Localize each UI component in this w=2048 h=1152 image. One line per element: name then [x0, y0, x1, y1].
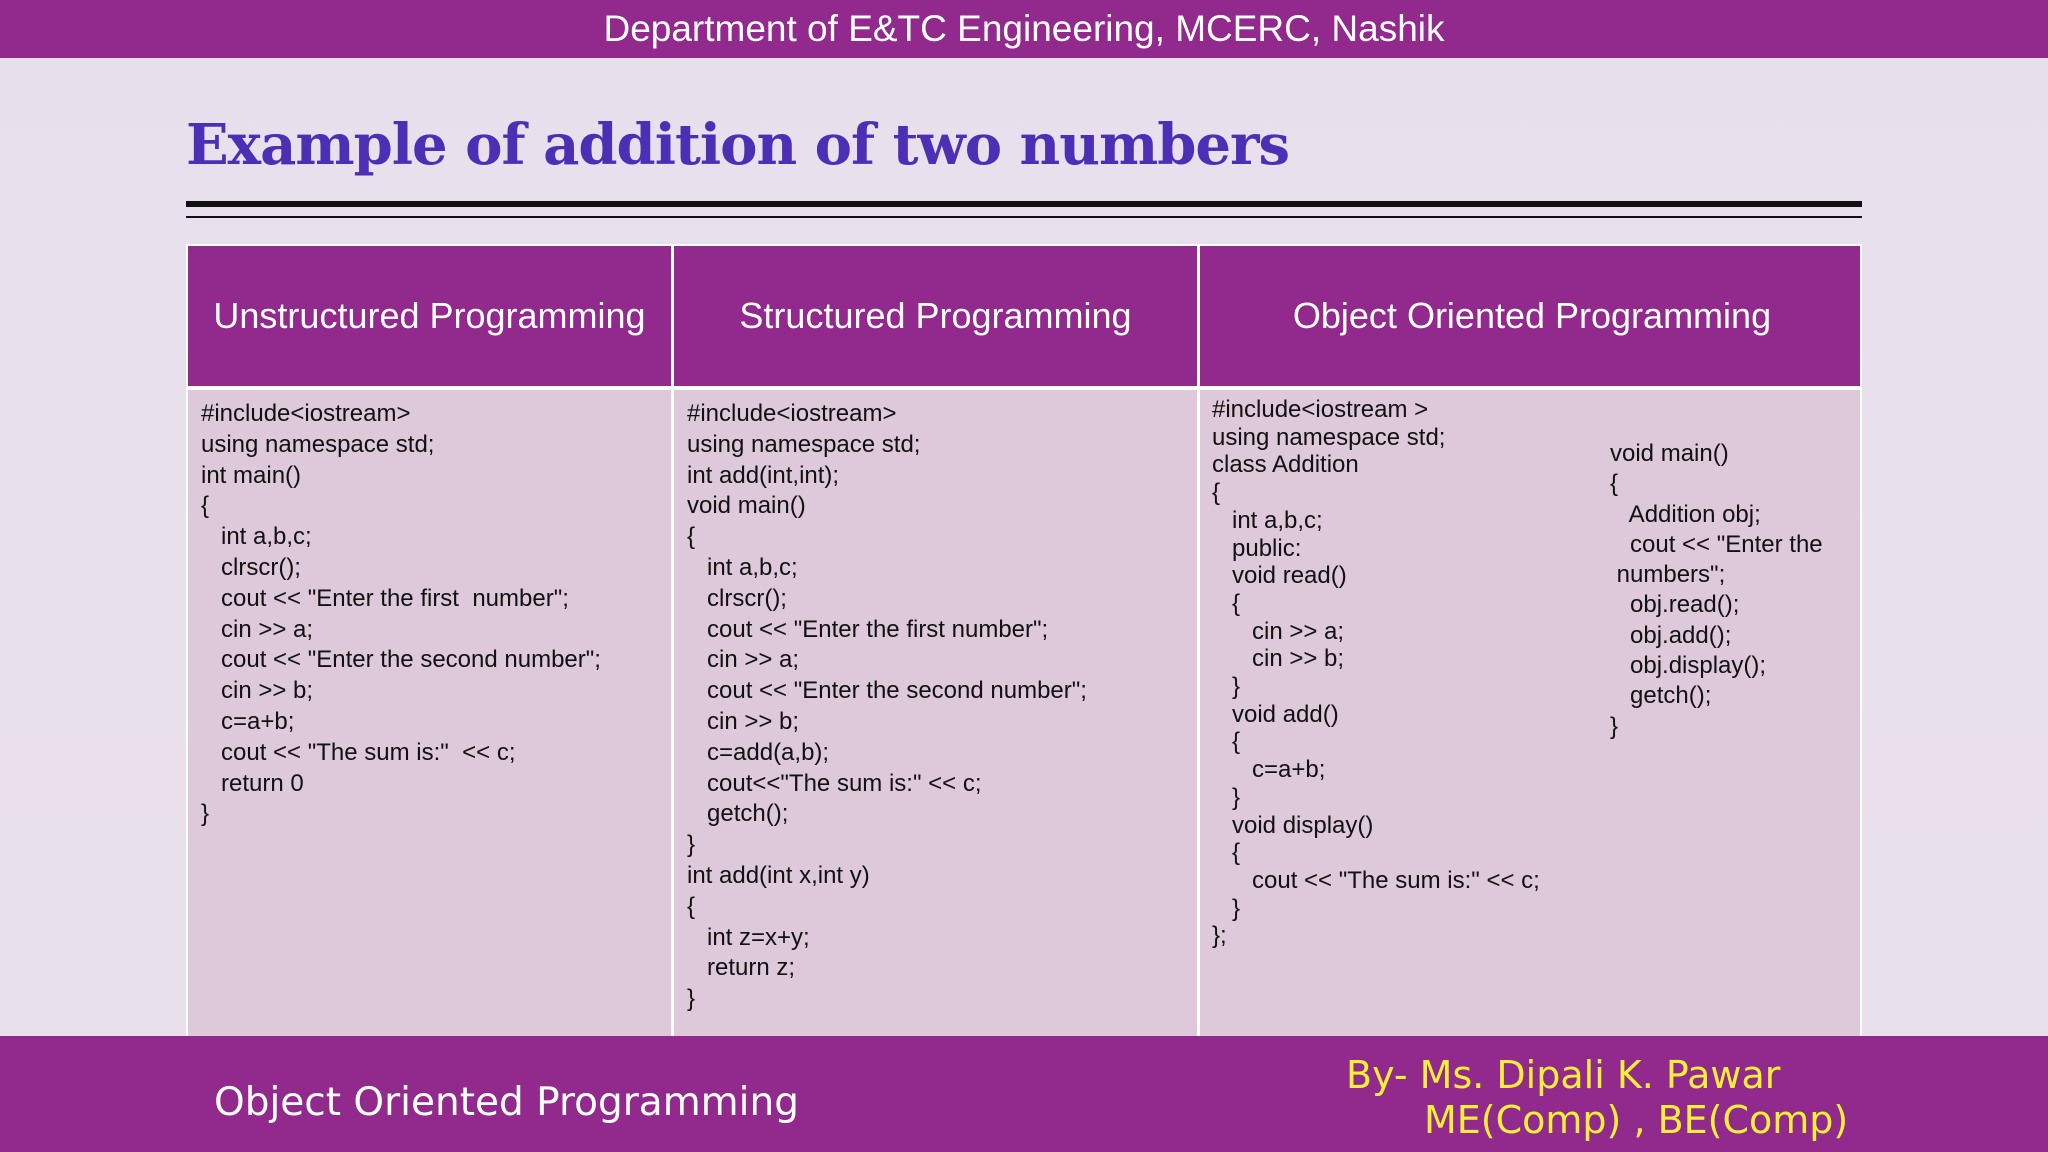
- unstructured-code-block: #include<iostream> using namespace std; int main() { int a,b,c; clrscr(); cout << "Enter the first number"; cin >> a; cout << "Enter the second number"; cin >> b; c=a+b; cout << "The sum is:" << c; return 0 }: [201, 400, 601, 828]
- column-header-unstructured: Unstructured Programming: [188, 246, 671, 386]
- footer-author: By- Ms. Dipali K. Pawar: [1346, 1053, 1781, 1097]
- column-divider-2: [1197, 246, 1200, 1040]
- column-divider-1: [671, 246, 674, 1040]
- column-body-unstructured: [188, 390, 671, 1040]
- header-divider: [188, 386, 1862, 390]
- footer-course-name: Object Oriented Programming: [214, 1080, 799, 1125]
- structured-code-block: #include<iostream> using namespace std; int add(int,int); void main() { int a,b,c; clrscr(); cout << "Enter the first number"; cin >> a; cout << "Enter the second number"; cin >> b; c=add(a,b); cout<<"The sum is:" << c; getch(); } int add(int x,int y) { int z=x+y; return z; }: [687, 400, 1087, 1013]
- title-underline-thin: [186, 216, 1862, 218]
- column-body-object-oriented: [1200, 390, 1862, 1040]
- column-header-structured: Structured Programming: [674, 246, 1197, 386]
- main-function-code-block: void main() { Addition obj; cout << "Enter the numbers"; obj.read(); obj.add(); obj.display(); getch(); }: [1610, 440, 1823, 740]
- class-definition-code-block: #include<iostream > using namespace std; class Addition { int a,b,c; public: void read() { cin >> a; cin >> b; } void add() { c=a+b; } void display() { cout << "The sum is:" << c; } };: [1212, 396, 1540, 950]
- comparison-table: [186, 244, 1862, 1040]
- slide-title: Example of addition of two numbers: [186, 112, 1290, 178]
- footer-author-degrees: ME(Comp) , BE(Comp): [1424, 1098, 1849, 1142]
- column-body-structured: [674, 390, 1197, 1040]
- department-banner: Department of E&TC Engineering, MCERC, Nashik: [0, 0, 2048, 58]
- title-underline-thick: [186, 201, 1862, 207]
- column-header-object-oriented: Object Oriented Programming: [1200, 246, 1862, 386]
